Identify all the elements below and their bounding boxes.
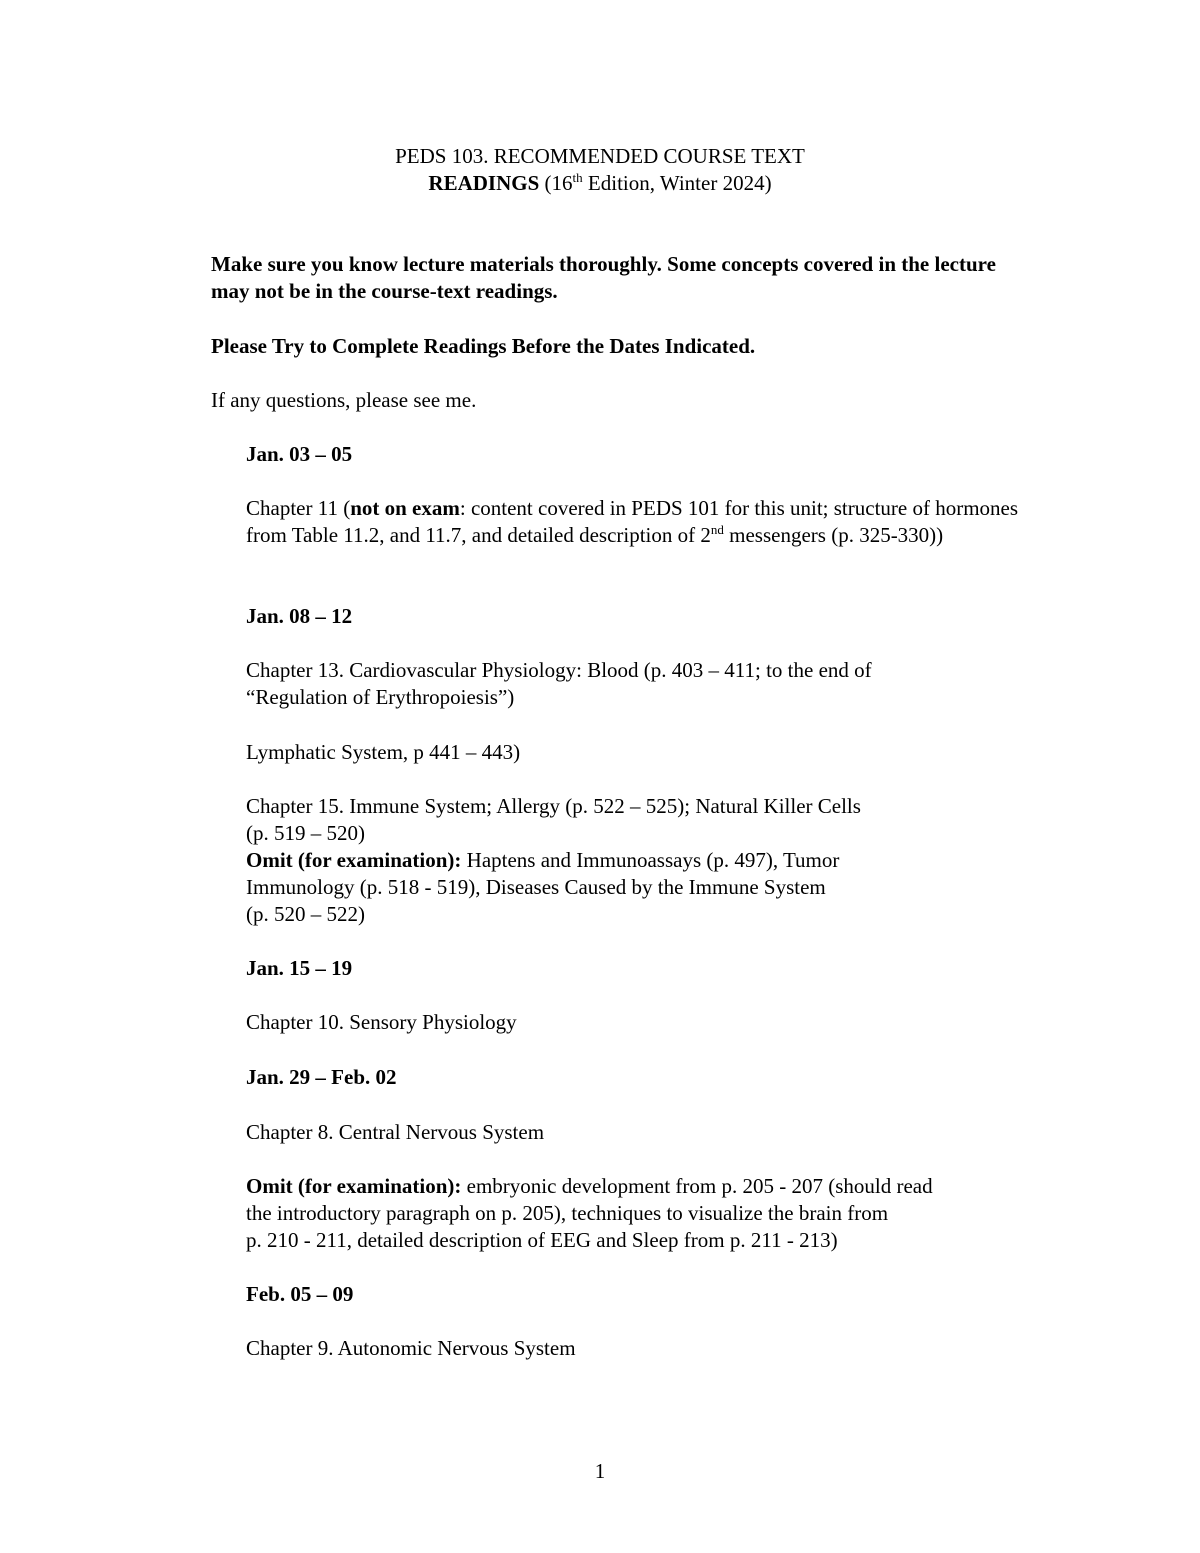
ch15-line-1: Chapter 15. Immune System; Allergy (p. 522 – 525); Natural Killer Cells	[246, 794, 861, 818]
title-readings: READINGS	[428, 171, 540, 195]
chapter-15-entry	[246, 793, 1036, 928]
week-date-4: Jan. 29 – Feb. 02	[246, 1065, 397, 1089]
chapter-9-entry: Chapter 9. Autonomic Nervous System	[246, 1336, 576, 1360]
ch15-omit-line-2: Immunology (p. 518 - 519), Diseases Caused by the Immune System	[246, 875, 826, 899]
ch11-not-on-exam: not on exam	[350, 496, 460, 520]
chapter-10-entry: Chapter 10. Sensory Physiology	[246, 1010, 517, 1034]
ch11-pre: Chapter 11 (	[246, 496, 351, 520]
chapter-8-omit	[246, 1173, 1036, 1254]
omit-text: Haptens and Immunoassays (p. 497), Tumor	[461, 848, 840, 872]
title-course: PEDS 103. RECOMMENDED COURSE TEXT	[395, 144, 805, 168]
ch15-line-2: (p. 519 – 520)	[246, 821, 365, 845]
title-line-2	[0, 170, 1200, 197]
ch11-sup: nd	[710, 522, 724, 537]
lecture-note: Make sure you know lecture materials thoroughly. Some concepts covered in the lecture may not be in the course-text readings.	[211, 252, 996, 303]
ch15-omit-line-1	[246, 847, 1036, 874]
ch8-omit-line-1	[246, 1173, 1036, 1200]
week-date-2: Jan. 08 – 12	[246, 604, 353, 628]
omit-text: embryonic development from p. 205 - 207 (should read	[461, 1174, 933, 1198]
chapter-13-entry: Chapter 13. Cardiovascular Physiology: Blood (p. 403 – 411; to the end of “Regulation of Erythropoiesis”)	[246, 658, 872, 709]
omit-label: Omit (for examination):	[246, 1174, 462, 1198]
chapter-8-entry: Chapter 8. Central Nervous System	[246, 1120, 545, 1144]
ch8-omit-line-3: p. 210 - 211, detailed description of EEG and Sleep from p. 211 - 213)	[246, 1228, 838, 1252]
title-line-1	[0, 143, 1200, 170]
omit-label: Omit (for examination):	[246, 848, 462, 872]
title-edition-pre: (16	[539, 171, 573, 195]
week-date-5: Feb. 05 – 09	[246, 1282, 354, 1306]
page-number: 1	[594, 1459, 606, 1483]
title-edition-sup: th	[572, 170, 583, 185]
week-date-3: Jan. 15 – 19	[246, 956, 353, 980]
ch8-omit-line-2: the introductory paragraph on p. 205), techniques to visualize the brain from	[246, 1201, 889, 1225]
week-date-1: Jan. 03 – 05	[246, 442, 353, 466]
lymphatic-entry: Lymphatic System, p 441 – 443)	[246, 740, 521, 764]
ch11-mid: : content covered in PEDS 101 for this unit; structure of hormones from Table 11.2, and 11.7, and detailed description of 2	[246, 496, 1019, 547]
questions-note: If any questions, please see me.	[211, 388, 477, 412]
ch15-omit-line-3: (p. 520 – 522)	[246, 902, 365, 926]
ch11-post: messengers (p. 325-330))	[723, 523, 944, 547]
complete-readings-note: Please Try to Complete Readings Before the Dates Indicated.	[211, 334, 756, 358]
chapter-11-entry	[246, 495, 1031, 549]
title-edition-post: Edition, Winter 2024)	[582, 171, 772, 195]
document-title	[0, 143, 1200, 197]
